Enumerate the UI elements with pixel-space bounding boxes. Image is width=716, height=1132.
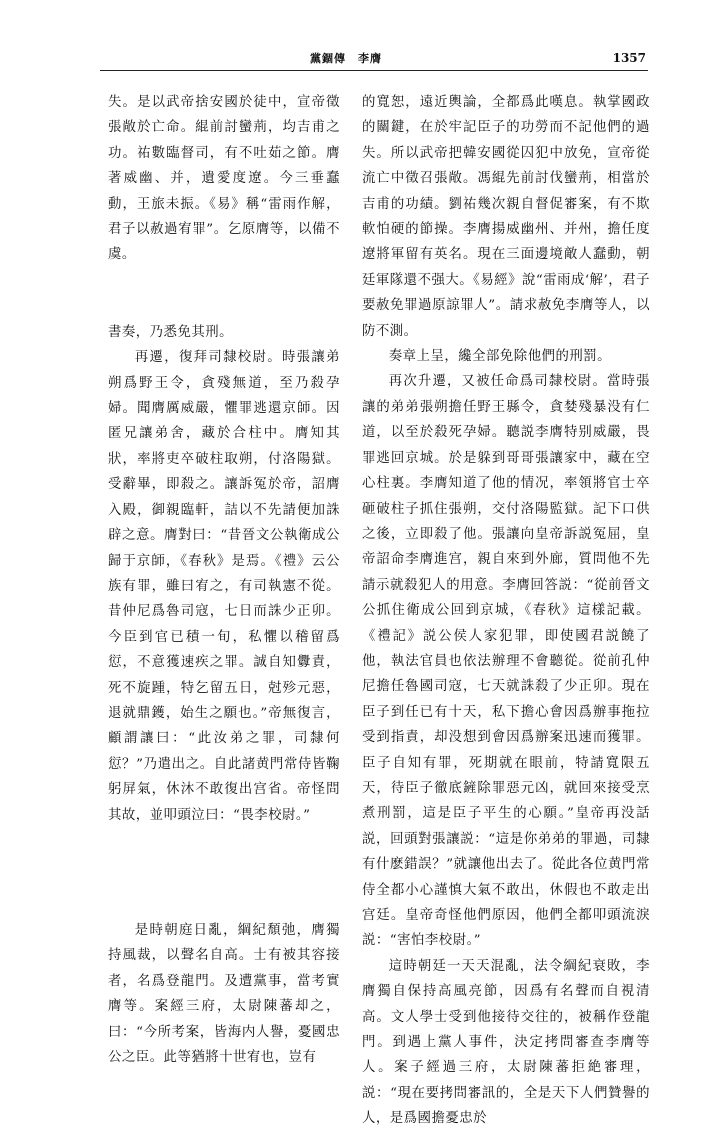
translation-paragraph-3: 再次升遷，又被任命爲司隸校尉。當時張讓的弟弟張朔擔任野王縣令，貪婪殘暴没有仁道，以至於殺死孕婦。聽説李膺特别威嚴，畏罪逃回京城。於是躲到哥哥張讓家中，藏在空心柱裏。李膺知道了他的情况，率領將官士卒砸破柱子抓住張朔，交付洛陽監獄。記下口供之後，立即殺了他。張讓向皇帝訴説冤屈，皇帝詔命李膺進宫，親自來到外廊，質問他不先請示就殺犯人的用意。李膺回答説：“從前晉文公抓住衛成公回到京城，《春秋》這樣記載。《禮記》説公侯人家犯罪，即使國君説饒了他，執法官員也依法辦理不會聽從。從前孔仲尼擔任魯國司寇，七天就誅殺了少正卯。現在臣子到任已有十天，私下擔心會因爲辦事拖拉受到指責，却没想到會因爲辦案迅速而獲罪。臣子自知有罪，死期就在眼前，特請寬限五天，待臣子徹底鏟除罪惡元凶，就回來接受烹煮刑罰，這是臣子平生的心願。”皇帝再没話説，回頭對張讓説：“這是你弟弟的罪過，司隸有什麽錯誤？”就讓他出去了。從此各位黄門常侍全都小心謹慎大氣不敢出，休假也不敢走出宫廷。皇帝奇怪他們原因，他們全都叩頭流淚説：“害怕李校尉。” <box>362 374 650 949</box>
page-number: 1357 <box>612 51 646 65</box>
paragraph-gap <box>108 828 340 918</box>
translation-paragraph-2: 奏章上呈，纔全部免除他們的刑罰。 <box>388 349 612 365</box>
classical-paragraph-1: 失。是以武帝捨安國於徒中，宣帝徵張敞於亡命。緄前討蠻荊，均吉甫之功。祐數臨督司，有不吐茹之節。膺著威幽、并，遺愛度遼。今三垂蠢動，王旅未振。《易》稱“雷雨作解，君子以赦過宥罪”。乞原膺等，以備不虞。 <box>108 95 340 263</box>
running-title: 黨錮傳 李膺 <box>310 52 382 65</box>
paragraph-gap <box>108 268 340 320</box>
header-rule <box>100 70 648 71</box>
translation-paragraph-4: 這時朝廷一天天混亂，法令綱紀衰敗，李膺獨自保持高風亮節，因爲有名聲而自視清高。文人學士受到他接待交往的，被稱作登龍門。到遇上黨人事件，決定拷問審查李膺等人。案子經過三府，太尉陳蕃拒絶審理，説：“現在要拷問審訊的，全是天下人們贊譽的人，是爲國擔憂忠於 <box>362 958 650 1127</box>
page-header <box>0 0 716 65</box>
classical-paragraph-4: 是時朝庭日亂，綱紀頹弛，膺獨持風裁，以聲名自高。士有被其容接者，名爲登龍門。及遭黨事，當考實膺等。案經三府，太尉陳蕃却之，曰：“今所考案，皆海内人譽，憂國忠公之臣。此等猶將十世宥也，豈有 <box>108 922 340 1065</box>
classical-text-column <box>108 90 340 1065</box>
classical-paragraph-2: 書奏，乃悉免其刑。 <box>108 324 234 340</box>
translation-column <box>362 90 650 1127</box>
classical-paragraph-3: 再遷，復拜司隸校尉。時張讓弟朔爲野王令，貪殘無道，至乃殺孕婦。聞膺厲威嚴，懼罪逃還京師。因匿兄讓弟舍，藏於合柱中。膺知其狀，率將吏卒破柱取朔，付洛陽獄。受辭畢，即殺之。讓訴冤於帝，詔膺入殿，御親臨軒，詰以不先請便加誅辟之意。膺對曰：“昔晉文公執衛成公歸于京師，《春秋》是焉。《禮》云公族有罪，雖曰宥之，有司執憲不從。昔仲尼爲魯司寇，七日而誅少正卯。今臣到官已積一旬，私懼以稽留爲愆，不意獲速疾之罪。誠自知釁責，死不旋踵，特乞留五日，尅殄元惡，退就鼎鑊，始生之願也。”帝無復言，顧謂讓曰：“此汝弟之罪，司隸何愆？”乃遣出之。自此諸黄門常侍皆鞠躬屏氣，休沐不敢復出宫省。帝怪問其故，並叩頭泣曰：“畏李校尉。” <box>108 350 340 823</box>
translation-paragraph-1: 的寬恕，遠近輿論，全都爲此嘆息。執掌國政的關鍵，在於牢記臣子的功勞而不記他們的過失。所以武帝把韓安國從囚犯中放免，宣帝從流亡中徵召張敞。馮緄先前討伐蠻荊，相當於吉甫的功績。劉祐幾次親自督促審案，有不欺軟怕硬的節操。李膺揚威幽州、并州，擔任度遼將軍留有英名。現在三面邊境敵人蠢動，朝廷軍隊還不强大。《易經》說“雷雨成‘解’，君子要赦免罪過原諒罪人”。請求赦免李膺等人，以防不測。 <box>362 95 650 339</box>
